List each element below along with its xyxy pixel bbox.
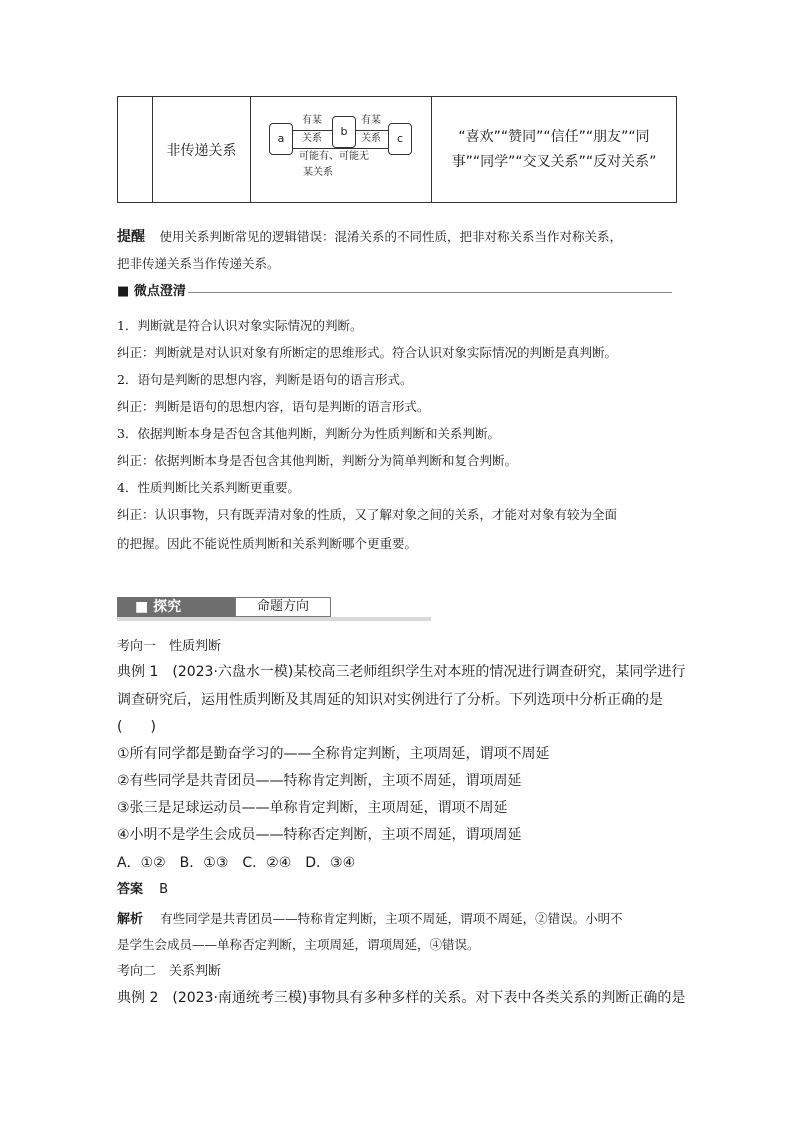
square-icon: ■ <box>117 284 134 299</box>
clarify-line-6: 纠正：依据判断本身是否包含其他判断，判断分为简单判断和复合判断。 <box>117 453 518 468</box>
analysis-line2: 是学生会成员——单称否定判断，主项周延，谓项周延，④错误。 <box>117 937 480 952</box>
node-c: c <box>388 123 412 155</box>
section-light-label: 命题方向 <box>235 597 331 617</box>
section-dark-label: ■ 探究 <box>117 597 235 617</box>
direction-2: 考向二 关系判断 <box>117 964 222 979</box>
table-row <box>118 97 677 203</box>
clarify-divider <box>188 292 672 293</box>
example1-line1: 典例 1 (2023·六盘水一模)某校高三老师组织学生对本班的情况进行调查研究，某同学进行 <box>117 664 686 680</box>
relation-table <box>117 96 677 203</box>
option-4: ④小明不是学生会成员——特称否定判断，主项不周延，谓项周延 <box>117 827 522 843</box>
tip-label: 提醒 <box>117 229 145 245</box>
rel-ac-line2: 某关系 <box>303 167 333 178</box>
clarify-line-7: 4．性质判断比关系判断更重要。 <box>117 480 300 495</box>
option-1: ①所有同学都是勤奋学习的——全称肯定判断，主项周延，谓项不周延 <box>117 746 550 762</box>
answer-label: 答案 <box>117 882 144 897</box>
rel-bc-top: 有某 <box>361 115 381 126</box>
arrow-bc <box>355 130 388 131</box>
arrow-ac <box>292 148 388 149</box>
section-bar <box>117 597 431 621</box>
row-label: 非传递关系 <box>153 97 251 203</box>
clarify-line-5: 3．依据判断本身是否包含其他判断，判断分为性质判断和关系判断。 <box>117 426 500 441</box>
rel-ab-top: 有某 <box>302 115 322 126</box>
section-underline <box>117 617 431 621</box>
option-2: ②有些同学是共青团员——特称肯定判断，主项不周延，谓项周延 <box>117 773 522 789</box>
analysis-label: 解析 <box>117 912 144 927</box>
clarify-header <box>117 282 186 302</box>
direction-1: 考向一 性质判断 <box>117 639 222 654</box>
node-a: a <box>269 123 293 155</box>
answer-row <box>117 880 168 900</box>
node-b: b <box>332 116 356 148</box>
example1-line3: ( ) <box>117 719 156 735</box>
rel-ab-bottom: 关系 <box>302 133 322 144</box>
examples-line2: 事”“同学”“交叉关系”“反对关系” <box>451 153 657 170</box>
relation-diagram <box>251 97 432 203</box>
clarify-title: 微点澄清 <box>133 284 186 299</box>
analysis-row <box>117 908 623 930</box>
answer-value: B <box>159 882 169 897</box>
tip-line1: 使用关系判断常见的逻辑错误：混淆关系的不同性质，把非对称关系当作对称关系， <box>159 229 622 244</box>
clarify-line-3: 2．语句是判断的思想内容，判断是语句的语言形式。 <box>117 372 413 387</box>
arrow-ab <box>292 130 332 131</box>
table-cell-empty <box>118 97 153 203</box>
choices: A．①② B．①③ C．②④ D．③④ <box>117 855 356 871</box>
rel-bc-bottom: 关系 <box>361 133 381 144</box>
example2-line1: 典例 2 (2023·南通统考三模)事物具有多种多样的关系。对下表中各类关系的判断正确的是 <box>117 990 686 1006</box>
analysis-line1: 有些同学是共青团员——特称肯定判断，主项不周延，谓项不周延，②错误。小明不 <box>160 911 623 926</box>
tip-paragraph <box>117 227 622 247</box>
option-3: ③张三是足球运动员——单称肯定判断，主项周延，谓项不周延 <box>117 800 508 816</box>
clarify-line-8: 纠正：认识事物，只有既弄清对象的性质，又了解对象之间的关系，才能对对象有较为全面 <box>117 507 618 522</box>
examples-line1: “喜欢”“赞同”“信任”“朋友”“同 <box>458 128 650 145</box>
examples-cell <box>432 97 677 203</box>
clarify-line-1: 1．判断就是符合认识对象实际情况的判断。 <box>117 318 363 333</box>
rel-ac-line1: 可能有、可能无 <box>299 151 369 162</box>
clarify-line-4: 纠正：判断是语句的思想内容，语句是判断的语言形式。 <box>117 399 430 414</box>
example1-line2: 调查研究后，运用性质判断及其周延的知识对实例进行了分析。下列选项中分析正确的是 <box>117 692 663 708</box>
clarify-line-2: 纠正：判断就是对认识对象有所断定的思维形式。符合认识对象实际情况的判断是真判断。 <box>117 345 618 360</box>
clarify-line-9: 的把握。因此不能说性质判断和关系判断哪个更重要。 <box>117 536 418 551</box>
tip-line2: 把非传递关系当作传递关系。 <box>117 256 280 271</box>
